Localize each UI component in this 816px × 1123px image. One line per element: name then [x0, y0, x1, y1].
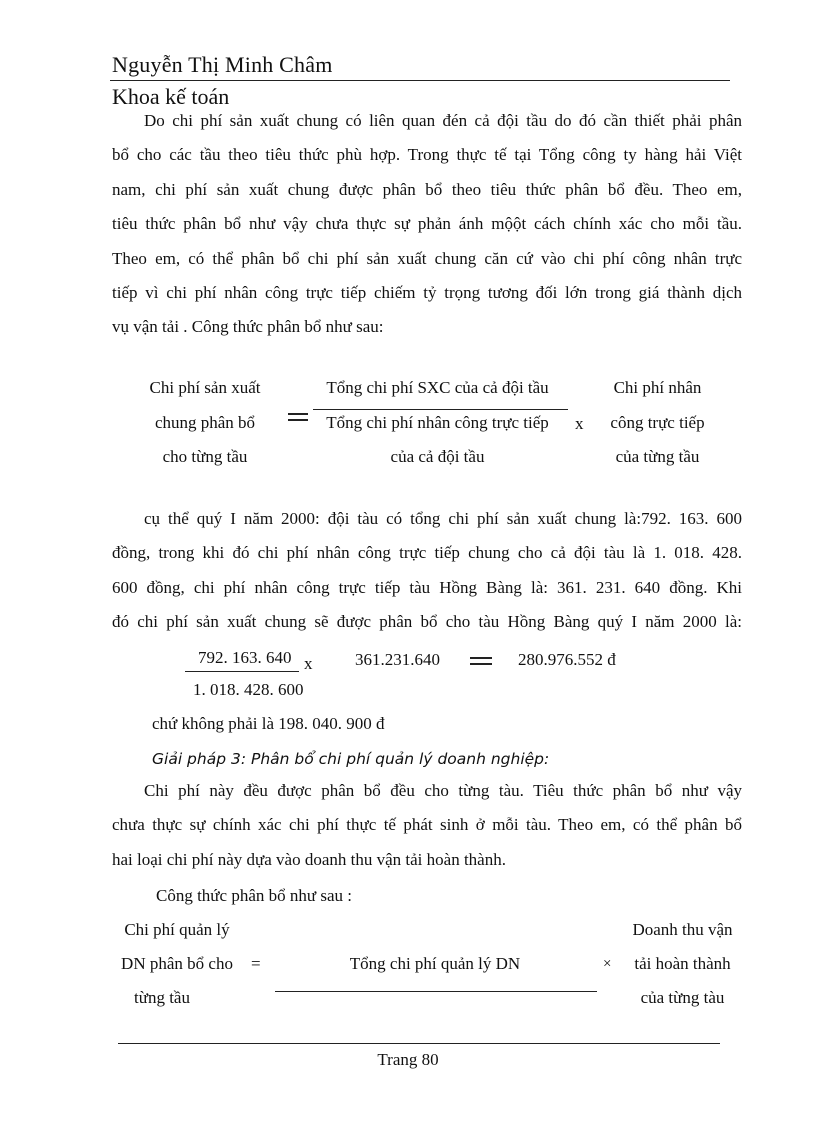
text-line: cụ thể quý I năm 2000: đội tàu có tổng chi phí sản xuất chung là:792. 163. 600	[144, 509, 742, 528]
text-line: nam, chi phí sản xuất chung được phân bổ theo tiêu thức phân bổ đều. Theo em,	[112, 179, 742, 199]
header-department: Khoa kế toán	[112, 84, 230, 109]
text-line: Theo em, có thể phân bổ chi phí sản xuất chung căn cứ vào chi phí công nhân trực	[112, 248, 742, 268]
formula-denominator: Tổng chi phí nhân công trực tiếp	[326, 413, 549, 432]
equals-sign	[470, 657, 492, 659]
paragraph-1	[112, 104, 742, 345]
multiply-sign: x	[304, 654, 313, 673]
text-line: bổ cho các tầu theo tiêu thức phù hợp. Trong thực tế tại Tổng công ty hàng hải Việt	[112, 145, 742, 165]
text-line: Do chi phí sản xuất chung có liên quan đén cả đội tầu do đó cần thiết phải phân	[144, 111, 742, 130]
formula-numerator: Tổng chi phí SXC của cả đội tầu	[326, 378, 549, 397]
formula-left-line: từng tầu	[134, 988, 190, 1007]
formula-right-line: Doanh thu vận	[632, 920, 733, 939]
section-heading: Giải pháp 3: Phân bổ chi phí quản lý doanh nghiệp:	[152, 750, 550, 768]
fraction-bar	[313, 409, 568, 410]
multiply-sign: x	[575, 414, 584, 433]
calc-multiplier: 361.231.640	[355, 650, 440, 669]
text-line: tiếp vì chi phí nhân công trực tiếp chiếm tỷ trọng tương đối lớn trong giá thành dịch	[112, 282, 742, 302]
paragraph-2	[112, 502, 742, 640]
calc-denominator: 1. 018. 428. 600	[193, 680, 304, 699]
text-line: chưa thực sự chính xác chi phí thực tế phát sinh ở mỗi tàu. Theo em, có thể phân bổ	[112, 815, 742, 835]
header-author: Nguyễn Thị Minh Châm	[112, 52, 333, 77]
formula-right-line: của từng tàu	[640, 988, 725, 1007]
text-line: tiêu thức phân bổ như vậy chưa thực sự phản ánh mộột cách chính xác cho mỗi tầu.	[112, 214, 742, 234]
formula-right-line: tải hoàn thành	[634, 954, 731, 973]
formula-right-line: của từng tầu	[615, 447, 700, 466]
formula-left-line: DN phân bổ cho	[121, 954, 233, 973]
formula-right-line: Chi phí nhân	[613, 378, 702, 397]
formula-left-line: cho từng tầu	[162, 447, 248, 466]
formula-left-line: Chi phí sản xuất	[149, 378, 261, 397]
calc-numerator: 792. 163. 640	[198, 648, 292, 667]
calc-result: 280.976.552 đ	[518, 650, 616, 669]
header-divider	[110, 80, 730, 81]
fraction-bar	[185, 671, 299, 672]
formula-right-line: công trực tiếp	[610, 413, 705, 432]
not-text: chứ không phải là 198. 040. 900 đ	[152, 714, 385, 733]
formula-numerator: Tổng chi phí quản lý DN	[349, 954, 521, 973]
text-line: đồng, trong khi đó chi phí nhân công trực tiếp chung cho cả đội tàu là 1. 018. 428.	[112, 543, 742, 563]
text-line: đó chi phí sản xuất chung sẽ được phân bổ cho tàu Hồng Bàng quý I năm 2000 là:	[112, 612, 742, 632]
text-line: vụ vận tải . Công thức phân bổ như sau:	[112, 317, 384, 337]
formula-denominator: của cả đội tầu	[390, 447, 485, 466]
formula-intro: Công thức phân bổ như sau :	[156, 886, 352, 905]
text-line: Chi phí này đều được phân bổ đều cho từng tàu. Tiêu thức phân bổ như vậy	[144, 781, 742, 800]
footer-divider	[118, 1043, 720, 1044]
text-line: hai loại chi phí này dựa vào doanh thu vận tải hoàn thành.	[112, 849, 506, 869]
page-number: Trang 80	[377, 1050, 439, 1069]
multiply-sign: ×	[603, 956, 612, 972]
paragraph-3	[112, 774, 742, 877]
text-line: 600 đồng, chi phí nhân công trực tiếp tàu Hồng Bàng là: 361. 231. 640 đồng. Khi	[112, 577, 742, 597]
formula-left-line: chung phân bổ	[154, 413, 256, 432]
equals-sign: =	[251, 954, 261, 973]
fraction-bar	[275, 991, 597, 992]
formula-left-line: Chi phí quản lý	[124, 920, 230, 939]
equals-sign	[470, 663, 492, 665]
